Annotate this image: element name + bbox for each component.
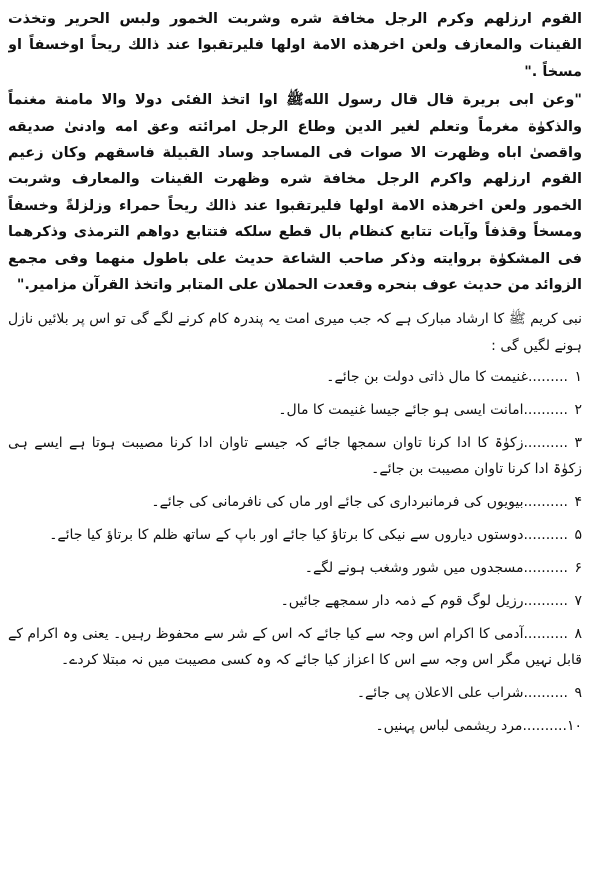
item-text: بیویوں کی فرمانبرداری کی جائے اور ماں کی نافرمانی کی جائے۔ — [151, 494, 524, 511]
item-text: رزیل لوگ قوم کے ذمہ دار سمجھے جائیں۔ — [280, 593, 524, 610]
item-number: ۹ — [574, 685, 582, 702]
item-text: آدمی کا اکرام اس وجہ سے کیا جائے کہ اس کے شر سے محفوظ رہیں۔ یعنی وہ اکرام کے قابل نہیں مگر اس وجہ سے اس کا اعزاز کیا جائے کہ وہ کسی مصیبت میں نہ مبتلا کردے۔ — [8, 626, 582, 669]
list-item — [8, 522, 582, 548]
item-number: ۱ — [574, 369, 582, 386]
item-dots: ......... — [527, 369, 568, 386]
item-text: امانت ایسی ہو جائے جیسا غنیمت کا مال۔ — [278, 402, 524, 419]
item-dots: .......... — [523, 560, 568, 577]
item-text: مسجدوں میں شور وشغب ہونے لگے۔ — [304, 560, 524, 577]
item-number: ۸ — [574, 626, 582, 643]
item-number: ۳ — [574, 435, 582, 452]
list-item — [8, 430, 582, 482]
item-dots: .......... — [523, 626, 568, 643]
item-dots: .......... — [523, 527, 568, 544]
item-number: ۵ — [574, 527, 582, 544]
item-dots: .......... — [522, 718, 567, 735]
list-item — [8, 364, 582, 390]
list-item — [8, 713, 582, 739]
list-item — [8, 588, 582, 614]
item-dots: .......... — [523, 435, 568, 452]
item-number: ۴ — [574, 494, 582, 511]
item-number: ۶ — [574, 560, 582, 577]
item-dots: .......... — [523, 685, 568, 702]
item-text: زکوٰۃ کا ادا کرنا تاوان سمجھا جائے کہ جیسے تاوان ادا کرنا مصیبت ہوتا ہے ایسے ہی زکوٰۃ ادا کرنا تاوان مصیبت بن جائے۔ — [8, 435, 582, 478]
urdu-intro-paragraph: نبی کریم ﷺ کا ارشاد مبارک ہے کہ جب میری امت یہ پندرہ کام کرنے لگے گی تو اس پر بلائیں نازل ہونے لگیں گی : — [8, 311, 582, 355]
document-page — [8, 6, 582, 866]
item-number: ۲ — [574, 402, 582, 419]
item-text: شراب علی الاعلان پی جائے۔ — [356, 685, 524, 702]
item-dots: .......... — [523, 494, 568, 511]
item-text: غنیمت کا مال ذاتی دولت بن جائے۔ — [326, 369, 528, 386]
signs-list — [8, 364, 582, 739]
list-item — [8, 397, 582, 423]
list-item — [8, 680, 582, 706]
arabic-hadith-abu-hurairah: "وعن ابى بريرة قال قال رسول اللهﷺ اوا اتخذ الفئى دولا والا مامنة مغنماً والذكوٰة مغرماً وتعلم لغير الدين وطاع الرجل امرائته وعق امه وادنىٰ صديقه واقصىٰ اباه وظهرت الا صوات فى المساجد وساد القبيلة فاسقهم وكان زعيم القوم ارزلهم واكرم الرجل مخافة شره وظهرت القينات والمعارف وشربت الخمور ولعن اخرهذه الامة اولها فليرتقبوا عند ذالك ريحاً حمراء وزلزلةً وخسفاً ومسخاً وقذفاً وآيات تتابع كنظام بال قطع سلكه فتتابع دواهم الترمذى وذكرهما فى المشكوٰة بروايته وذكر صاحب الشاعة حديث على باطول منهما وفى مجمع الزوائد من حديث عوف بنحره وقعدت الحملان على المتابر واتخذ القرآن مزامير." — [8, 92, 582, 294]
item-text: دوستوں دیاروں سے نیکی کا برتاؤ کیا جائے اور باپ کے ساتھ ظلم کا برتاؤ کیا جائے۔ — [49, 527, 524, 544]
item-text: مرد ریشمی لباس پہنیں۔ — [375, 718, 523, 735]
item-number: ۱۰ — [566, 718, 582, 735]
item-number: ۷ — [574, 593, 582, 610]
arabic-hadith-continuation: القوم ارزلهم وكرم الرجل مخافة شره وشربت الخمور ولبس الحرير وتخذت القينات والمعازف ولعن اخرهذه الامة اولها فليرتقبوا عند ذالك ريحاً اوخسفاً او مسخاً ." — [8, 11, 582, 80]
item-dots: .......... — [523, 402, 568, 419]
list-item — [8, 555, 582, 581]
list-item — [8, 489, 582, 515]
list-item — [8, 621, 582, 673]
item-dots: .......... — [523, 593, 568, 610]
